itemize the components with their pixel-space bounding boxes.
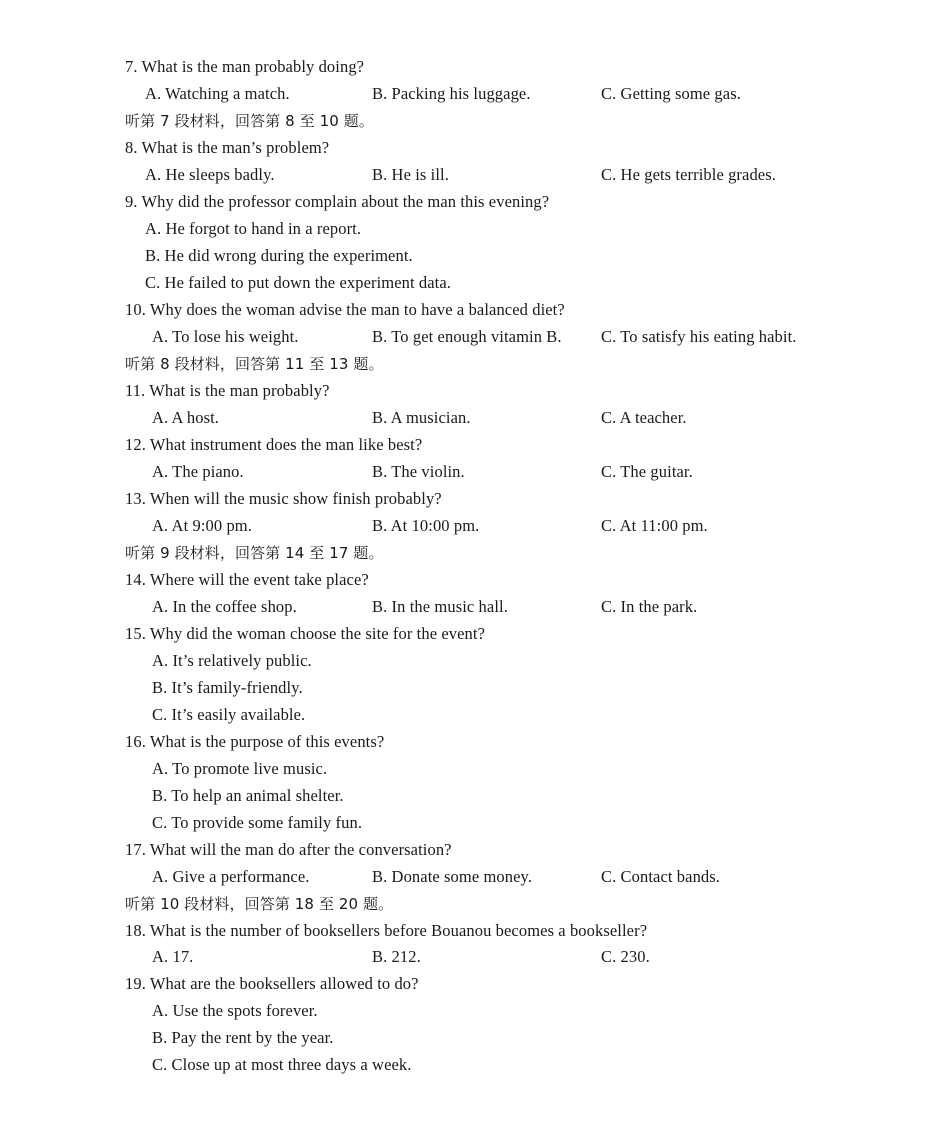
question-stem: 19. What are the booksellers allowed to do? — [125, 974, 419, 993]
option-a: A. He sleeps badly. — [145, 165, 275, 184]
option-c: C. At 11:00 pm. — [601, 516, 708, 535]
option-a: A. In the coffee shop. — [152, 597, 297, 616]
section-instruction: 听第 9 段材料，回答第 14 至 17 题。 — [125, 544, 384, 562]
option-c: C. Close up at most three days a week. — [152, 1055, 412, 1074]
question-stem: 12. What instrument does the man like best? — [125, 435, 423, 454]
option-b: B. He did wrong during the experiment. — [145, 246, 413, 265]
option-a: A. At 9:00 pm. — [152, 516, 252, 535]
section-instruction: 听第 10 段材料，回答第 18 至 20 题。 — [125, 895, 394, 913]
option-b: B. Packing his luggage. — [372, 84, 531, 103]
option-c: C. Contact bands. — [601, 867, 721, 886]
question-stem: 8. What is the man’s problem? — [125, 138, 330, 157]
question-stem: 9. Why did the professor complain about the man this evening? — [125, 192, 550, 211]
option-b: B. At 10:00 pm. — [372, 516, 480, 535]
option-c: C. 230. — [601, 947, 650, 966]
question-stem: 18. What is the number of booksellers before Bouanou becomes a bookseller? — [125, 921, 648, 940]
option-b: B. To get enough vitamin B. — [372, 327, 562, 346]
option-c: C. To satisfy his eating habit. — [601, 327, 797, 346]
option-c: C. It’s easily available. — [152, 705, 306, 724]
option-b: B. Pay the rent by the year. — [152, 1028, 334, 1047]
option-c: C. He gets terrible grades. — [601, 165, 776, 184]
question-stem: 7. What is the man probably doing? — [125, 57, 365, 76]
option-b: B. To help an animal shelter. — [152, 786, 344, 805]
option-a: A. He forgot to hand in a report. — [145, 219, 362, 238]
option-a: A. To promote live music. — [152, 759, 328, 778]
option-a: A. A host. — [152, 408, 220, 427]
question-stem: 11. What is the man probably? — [125, 381, 330, 400]
option-a: A. Watching a match. — [145, 84, 290, 103]
option-b: B. A musician. — [372, 408, 471, 427]
option-a: A. To lose his weight. — [152, 327, 299, 346]
option-c: C. The guitar. — [601, 462, 693, 481]
option-c: C. In the park. — [601, 597, 698, 616]
question-stem: 10. Why does the woman advise the man to have a balanced diet? — [125, 300, 565, 319]
question-stem: 15. Why did the woman choose the site for the event? — [125, 624, 486, 643]
section-instruction: 听第 7 段材料，回答第 8 至 10 题。 — [125, 112, 374, 130]
option-b: B. He is ill. — [372, 165, 449, 184]
option-a: A. It’s relatively public. — [152, 651, 312, 670]
question-stem: 16. What is the purpose of this events? — [125, 732, 385, 751]
option-b: B. Donate some money. — [372, 867, 533, 886]
option-b: B. 212. — [372, 947, 421, 966]
question-stem: 13. When will the music show finish probably? — [125, 489, 442, 508]
option-a: A. Use the spots forever. — [152, 1001, 318, 1020]
option-c: C. Getting some gas. — [601, 84, 741, 103]
section-instruction: 听第 8 段材料，回答第 11 至 13 题。 — [125, 355, 384, 373]
option-c: C. He failed to put down the experiment data. — [145, 273, 451, 292]
question-stem: 14. Where will the event take place? — [125, 570, 369, 589]
option-a: A. 17. — [152, 947, 194, 966]
option-c: C. A teacher. — [601, 408, 687, 427]
question-stem: 17. What will the man do after the conversation? — [125, 840, 452, 859]
option-a: A. Give a performance. — [152, 867, 310, 886]
option-b: B. The violin. — [372, 462, 465, 481]
option-a: A. The piano. — [152, 462, 244, 481]
option-c: C. To provide some family fun. — [152, 813, 363, 832]
option-b: B. In the music hall. — [372, 597, 508, 616]
option-b: B. It’s family-friendly. — [152, 678, 303, 697]
